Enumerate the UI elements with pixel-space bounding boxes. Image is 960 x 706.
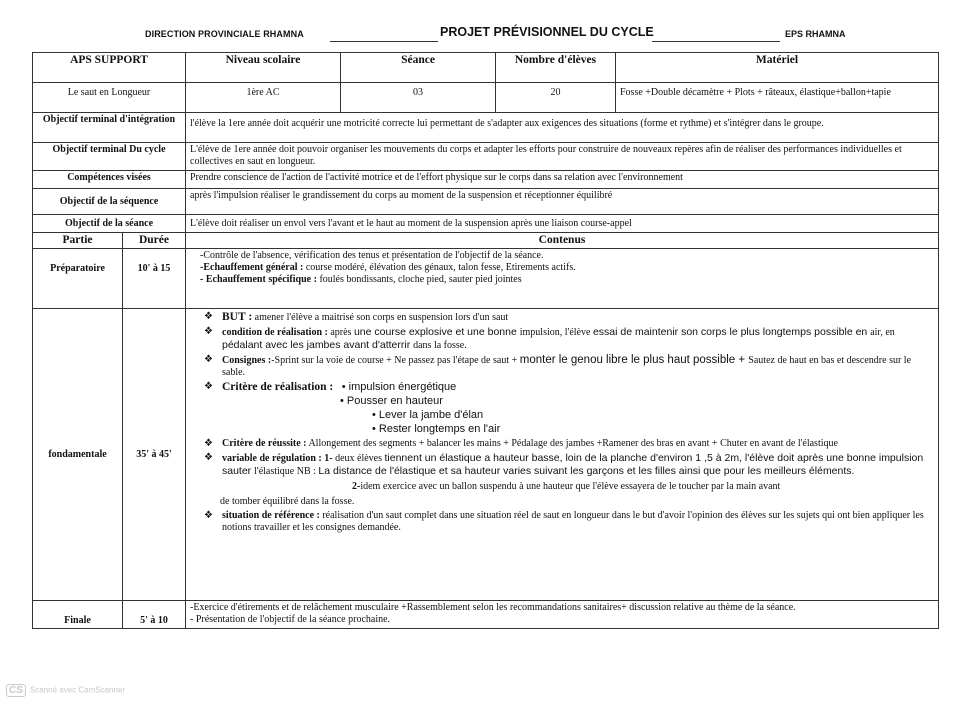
item-label: variable de régulation : (222, 453, 322, 464)
phase-row-preparatoire (33, 249, 939, 309)
header-contenus: Contenus (186, 233, 939, 249)
diamond-bullet-icon: ❖ (204, 438, 213, 449)
header-seance: Séance (341, 53, 496, 83)
objective-text: après l'impulsion réaliser le grandissement du corps au moment de la suspension et réceptionner équilibré (186, 189, 939, 215)
objective-row (33, 215, 939, 233)
phase-row-fondamentale (33, 309, 939, 601)
content-text: course modéré, élévation des génaux, talon fesse, Etirements actifs. (303, 262, 576, 273)
plan-table (32, 52, 939, 629)
header-direction: DIRECTION PROVINCIALE RHAMNA (145, 29, 304, 39)
phases-header-row (33, 233, 939, 249)
item-label: Critère de réussite : (222, 438, 307, 449)
item-text: monter le genou libre le plus haut possible + (519, 354, 749, 366)
objective-label: Objectif terminal Du cycle (33, 143, 186, 171)
item-label: Critère de réalisation : (222, 381, 334, 393)
watermark-text: Scanné avec CamScanner (29, 685, 126, 695)
content-text: foulés bondissants, cloche pied, sauter pied jointes (316, 274, 522, 285)
value-aps: Le saut en Longueur (33, 83, 186, 113)
item-number: 1- (321, 453, 333, 464)
item-number: 2- (352, 481, 361, 492)
item-text: Allongement des segments + balancer les mains + Pédalage des jambes +Ramener des bras en avant + Chuter en avant de l'élastique (306, 438, 838, 449)
diamond-bullet-icon: ❖ (204, 326, 213, 337)
objective-label: Objectif de la séquence (33, 189, 186, 215)
item-text: pédalant avec les jambes avant d'atterrir (222, 339, 414, 351)
phase-row-finale (33, 601, 939, 629)
header-materiel: Matériel (616, 53, 939, 83)
phase-content (186, 601, 939, 629)
diamond-bullet-icon: ❖ (204, 510, 213, 521)
phase-content (186, 309, 939, 601)
item-text: impulsion, l'élève (519, 327, 593, 338)
item-label: BUT : (222, 311, 253, 323)
objective-label: Compétences visées (33, 171, 186, 189)
item-text: air, en (870, 327, 895, 338)
criterion: • Lever la jambe d'élan (372, 409, 484, 421)
phase-duration: 5' à 10 (123, 601, 186, 629)
content-line: - Présentation de l'objectif de la séance prochaine. (190, 614, 391, 625)
header-partie: Partie (33, 233, 123, 249)
diamond-bullet-icon: ❖ (204, 311, 213, 322)
item-text: l'élastique NB : (254, 466, 319, 477)
item-text: une course explosive et une bonne (353, 326, 520, 338)
value-seance: 03 (341, 83, 496, 113)
value-niveau: 1ère AC (186, 83, 341, 113)
info-value-row (33, 83, 939, 113)
phase-name: Préparatoire (33, 249, 123, 309)
list-item-but (204, 311, 934, 324)
objective-row (33, 143, 939, 171)
camscanner-logo-icon: CS (6, 684, 26, 697)
item-text: après (327, 327, 354, 338)
phase-duration: 10' à 15 (123, 249, 186, 309)
objective-text: L'élève de 1ere année doit pouvoir organiser les mouvements du corps et adapter les efforts pour construire de nouveaux repères afin de réaliser des performances individuelles et collectives en saut en longueur. (186, 143, 939, 171)
phase-content (186, 249, 939, 309)
item-text: idem exercice avec un ballon suspendu à une hauteur que l'élève essayera de le toucher par la main avant (360, 481, 781, 492)
list-item-consignes (204, 354, 934, 379)
value-nombre: 20 (496, 83, 616, 113)
phase-duration: 35' à 45' (123, 309, 186, 601)
info-header-row (33, 53, 939, 83)
header-niveau: Niveau scolaire (186, 53, 341, 83)
header-nombre: Nombre d'élèves (496, 53, 616, 83)
content-line: -Exercice d'étirements et de relâchement musculaire +Rassemblement selon les recommandations sanitaires+ discussion relative au thème de la séance. (190, 602, 796, 613)
header-rule (330, 41, 438, 42)
diamond-bullet-icon: ❖ (204, 452, 213, 463)
header-aps: APS SUPPORT (33, 53, 186, 83)
item-text: essai de maintenir son corps le plus longtemps possible en (592, 326, 871, 338)
item-text: tiennent un élastique a hauteur basse, loin de la planche d'environ 1 ,5 à 2m, l'élève doit après une bonne impulsion sauter (222, 452, 924, 477)
item-label: condition de réalisation : (222, 327, 328, 338)
list-item-situation (204, 510, 934, 534)
content-label: -Echauffement général : (200, 262, 304, 273)
objective-row (33, 189, 939, 215)
item-text: deux élèves (332, 453, 385, 464)
objective-label: Objectif terminal d'intégration (33, 113, 186, 143)
objective-text: l'élève la 1ere année doit acquérir une motricité correcte lui permettant de s'adapter aux exigences des situations (forme et rythme) et s'intégrer dans le groupe. (186, 113, 939, 143)
item-text: amener l'élève a maitrisé son corps en suspension lors d'un saut (252, 312, 509, 323)
header-duree: Durée (123, 233, 186, 249)
list-item-critere-reussite (204, 438, 934, 450)
phase-name: Finale (33, 601, 123, 629)
item-text: dans la fosse. (413, 340, 467, 351)
diamond-bullet-icon: ❖ (204, 354, 213, 365)
objective-text: Prendre conscience de l'action de l'activité motrice et de l'effort physique sur le corps dans sa relation avec l'environnement (186, 171, 939, 189)
objective-row (33, 113, 939, 143)
phase-name: fondamentale (33, 309, 123, 601)
item-text: Sautez de haut en bas et descendre sur le sable. (222, 355, 912, 378)
camscanner-watermark (6, 684, 125, 697)
header-title: PROJET PRÉVISIONNEL DU CYCLE (440, 25, 654, 39)
content-line (200, 274, 934, 286)
list-item-condition (204, 326, 934, 352)
header-rule (652, 41, 780, 42)
item-label: Consignes : (222, 355, 272, 366)
list-item-critere-realisation (204, 381, 934, 436)
value-materiel: Fosse +Double décamètre + Plots + râteaux, élastique+ballon+tapie (616, 83, 939, 113)
header-eps: EPS RHAMNA (785, 29, 846, 39)
objective-label: Objectif de la séance (33, 215, 186, 233)
list-item-variable (204, 452, 934, 508)
item-text: -Sprint sur la voie de course + Ne passez pas l'étape de saut + (271, 355, 520, 366)
criterion: • Pousser en hauteur (340, 395, 443, 407)
content-line (200, 262, 934, 274)
objective-row (33, 171, 939, 189)
item-subline: de tomber équilibré dans la fosse. (220, 496, 355, 507)
page-header (0, 24, 960, 46)
item-text: La distance de l'élastique et sa hauteur varies suivant les garçons et les filles ainsi que pour les meilleurs éléments. (318, 465, 855, 477)
criterion: • Rester longtemps en l'air (372, 423, 501, 435)
content-line: -Contrôle de l'absence, vérification des tenus et présentation de l'objectif de la séance. (200, 250, 544, 261)
item-text: réalisation d'un saut complet dans une situation réel de saut en longueur dans le but d'avoir l'opinion des élèves sur les sujets qui ont bien appliquer les notions travailler et les consignes demandée. (222, 510, 924, 533)
diamond-bullet-icon: ❖ (204, 381, 213, 392)
criterion: • impulsion énergétique (341, 381, 457, 393)
objective-text: L'élève doit réaliser un envol vers l'avant et le haut au moment de la suspension après une liaison course-appel (186, 215, 939, 233)
item-label: situation de référence : (222, 510, 320, 521)
item-subline (352, 481, 934, 493)
content-label: - Echauffement spécifique : (200, 274, 317, 285)
content-list (190, 311, 934, 534)
